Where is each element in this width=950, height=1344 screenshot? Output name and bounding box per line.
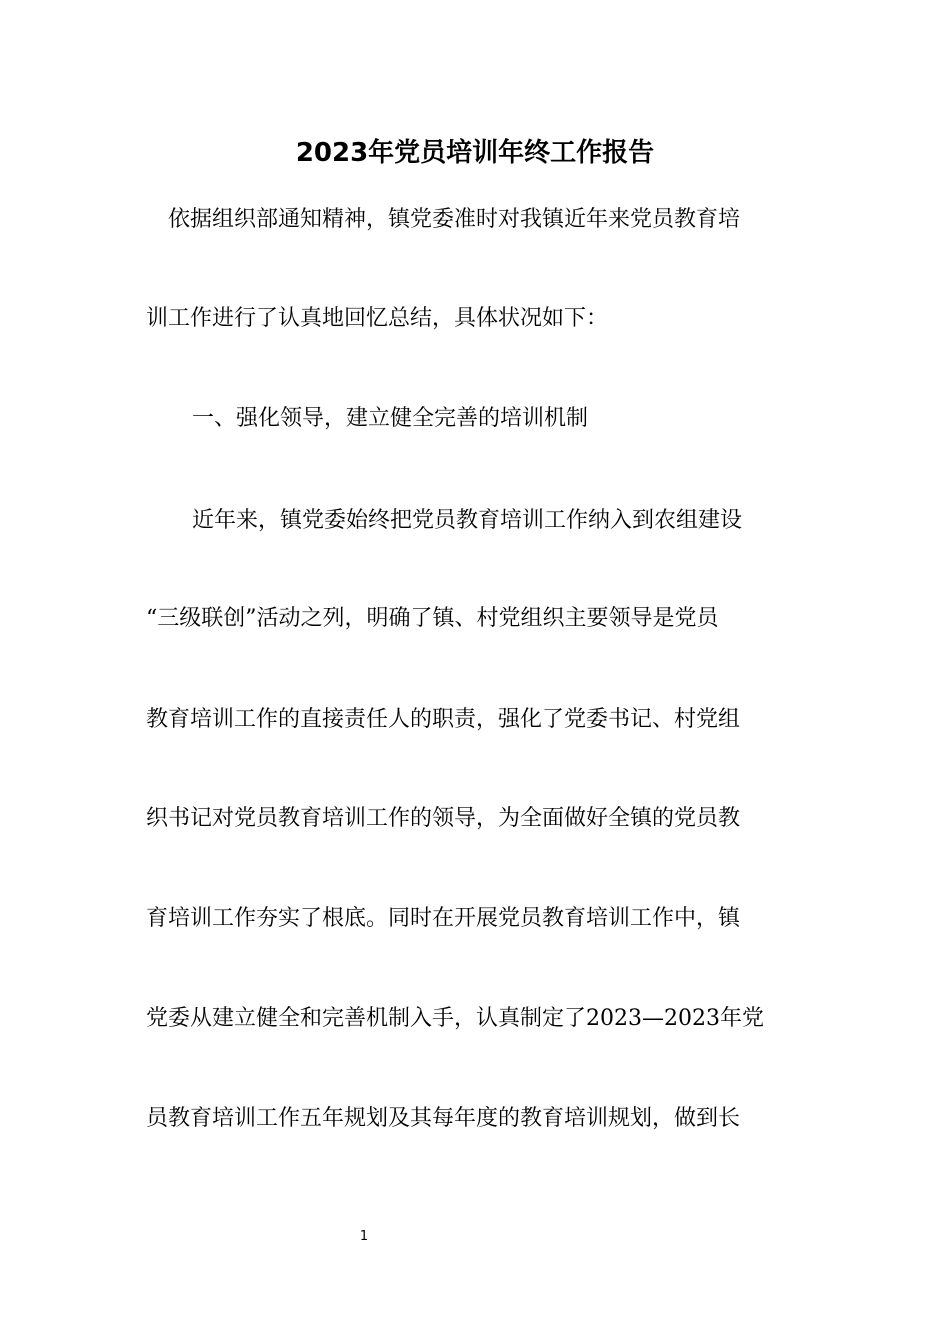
section-heading: 一、强化领导，建立健全完善的培训机制 [192, 406, 589, 431]
paragraph-line: 训工作进行了认真地回忆总结，具体状况如下： [146, 306, 609, 331]
paragraph-line: 织书记对党员教育培训工作的领导，为全面做好全镇的党员教 [146, 806, 741, 831]
document-title: 2023年党员培训年终工作报告 [295, 138, 655, 168]
paragraph-line: “三级联创”活动之列，明确了镇、村党组织主要领导是党员 [146, 606, 719, 631]
paragraph-line: 员教育培训工作五年规划及其每年度的教育培训规划，做到长 [146, 1106, 741, 1131]
paragraph-line: 育培训工作夯实了根底。同时在开展党员教育培训工作中，镇 [146, 906, 741, 931]
paragraph-line: 依据组织部通知精神，镇党委准时对我镇近年来党员教育培 [168, 207, 741, 232]
paragraph-line: 教育培训工作的直接责任人的职责，强化了党委书记、村党组 [146, 707, 741, 732]
page-number: 1 [359, 1229, 369, 1244]
paragraph-line: 近年来，镇党委始终把党员教育培训工作纳入到农组建设 [192, 508, 743, 533]
paragraph-line: 党委从建立健全和完善机制入手，认真制定了2023—2023年党 [146, 1006, 764, 1031]
